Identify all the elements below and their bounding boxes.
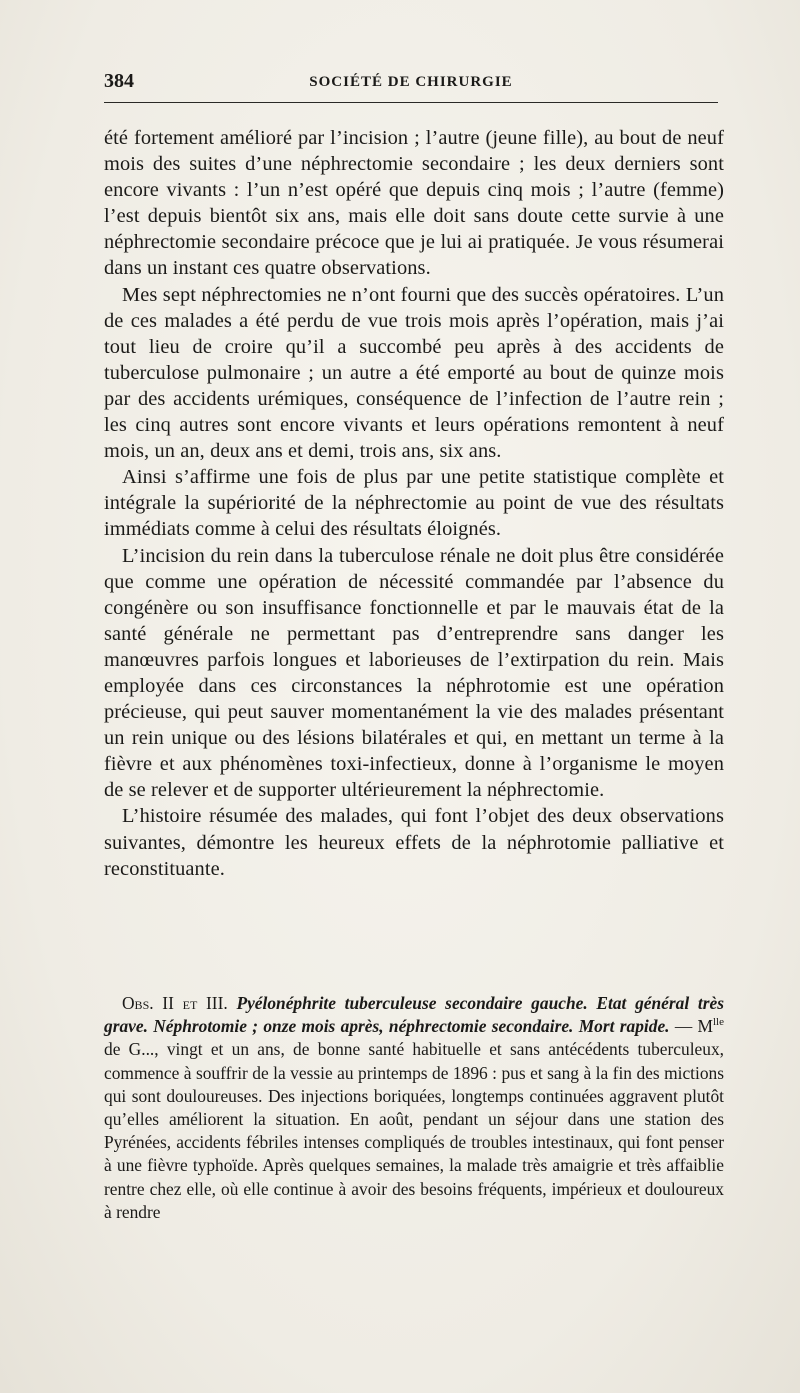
paragraph-5: L’histoire résumée des malades, qui font l’objet des deux observations suivantes, démontre les heureux effets de la néphrotomie palliative et reconstituante. (104, 805, 724, 880)
observation-label: Obs. II et III. (122, 993, 228, 1013)
page-header (104, 66, 718, 103)
paragraph-4: L’incision du rein dans la tuberculose rénale ne doit plus être considérée que comme une opération de nécessité commandée par l’absence du congénère ou son insuffisance fonctionnelle et par le mauvais état de la santé générale ne permettant pas d’entreprendre sans danger les manœuvres parfois longues et laborieuses de l’extirpation du rein. Mais employée dans ces circonstances la néphrotomie est une opération précieuse, qui peut sauver momentanément la vie des malades présentant un rein unique ou des lésions bilatérales et qui, en mettant un terme à la fièvre et aux phénomènes toxi-infectieux, donne à l’organisme le moyen de se relever et de supporter ultérieurement la néphrectomie. (104, 544, 724, 802)
page-number: 384 (104, 70, 134, 92)
body-text (104, 125, 724, 882)
abbreviation-main: M (697, 1016, 713, 1037)
observation-text: de G..., vingt et un ans, de bonne santé habituelle et sans antécédents tuberculeux, commence à souffrir de la vessie au printemps de 1896 : pus et sang à la fin des mictions qui sont douloureuses. Des injections boriquées, longtemps continuées aggravent plutôt qu’elles améliorent la situation. En août, pendant un séjour dans une station des Pyrénées, accidents fébriles intenses compliqués de troubles intestinaux, qui font penser à une fièvre typhoïde. Après quelques semaines, la malade très amaigrie et très affaiblie rentre chez elle, où elle continue à avoir des besoins fréquents, impérieux et douloureux à rendre (104, 1039, 724, 1222)
observation-title: Pyélonéphrite tuberculeuse secondaire gauche. Etat général très grave. Néphrotomie ; onze mois après, néphrectomie secondaire. Mort rapide. (104, 993, 725, 1037)
paragraph-3: Ainsi s’affirme une fois de plus par une petite statistique complète et intégrale la supériorité de la néphrectomie au point de vue des résultats immédiats comme à celui des résultats éloignés. (104, 466, 724, 541)
observation-paragraph (104, 992, 724, 1224)
running-head: SOCIÉTÉ DE CHIRURGIE (309, 74, 513, 90)
paragraph-1: été fortement amélioré par l’incision ; l’autre (jeune fille), au bout de neuf mois des suites d’une néphrectomie secondaire ; les deux derniers sont encore vivants : l’un n’est opéré que depuis cinq mois ; l’autre (femme) l’est depuis bientôt six ans, mais elle doit sans doute cette survie à une néphrectomie secondaire précoce que je lui ai pratiquée. Je vous résumerai dans un instant ces quatre observations. (104, 127, 724, 280)
paragraph-2: Mes sept néphrectomies ne n’ont fourni que des succès opératoires. L’un de ces malades a été perdu de vue trois mois après l’opération, mais j’ai tout lieu de croire qu’il a succombé peu après à des accidents de tuberculose pulmonaire ; un autre a été emporté au bout de quinze mois par des accidents urémiques, conséquence de l’infection de l’autre rein ; les cinq autres sont encore vivants et leurs opérations remontent à neuf mois, un an, deux ans et demi, trois ans, six ans. (104, 283, 724, 463)
abbreviation-superscript: lle (713, 1016, 724, 1029)
observation-dash: — (674, 1016, 693, 1037)
patient-abbreviation (698, 1016, 724, 1036)
